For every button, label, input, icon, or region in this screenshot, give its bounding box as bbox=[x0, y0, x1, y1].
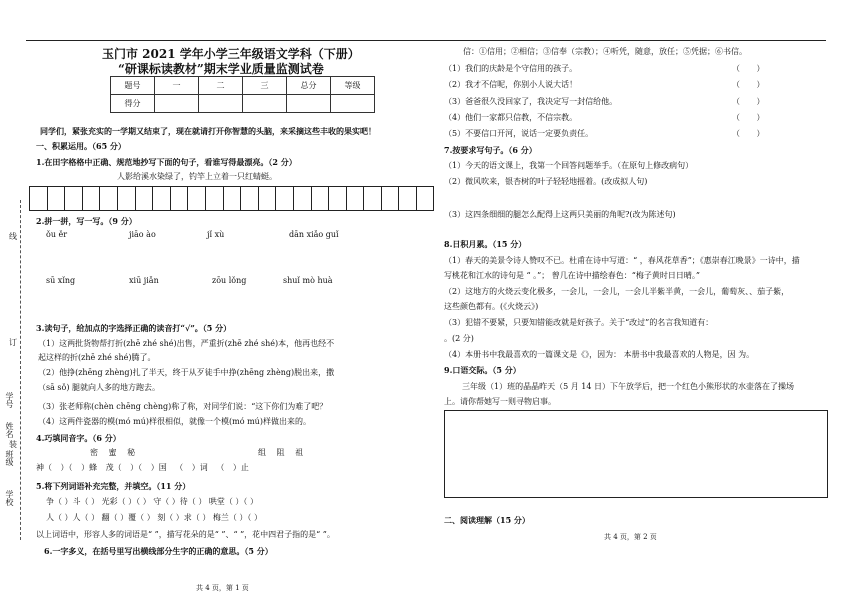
q6-item: （3）爸爸很久没回家了，我决定写一封信给他。 bbox=[444, 97, 618, 106]
margin-char-zhuang: 装 bbox=[9, 440, 17, 449]
q3-title: 3.读句子，给加点的字选择正确的读音打“√”。（5 分） bbox=[36, 323, 232, 333]
margin-char-ding: 订 bbox=[9, 338, 17, 347]
pinyin-item: xiū jiǎn bbox=[129, 276, 159, 285]
q9-text: 上。请你帮她写一则寻物启事。 bbox=[444, 397, 556, 406]
pinyin-item: zōu lǒng bbox=[212, 276, 247, 285]
q4-line: 神（ ）（ ）蜂 茂（ ）（ ）国 （ ）词 （ ）止 bbox=[36, 463, 249, 472]
pinyin-item: shuǐ mò huà bbox=[283, 276, 333, 285]
q4-title: 4.巧填同音字。（6 分） bbox=[36, 433, 121, 443]
q8-line: （2）这地方的火烧云变化极多，一会儿，一会儿，一会儿半紫半黄，一会儿，葡萄灰、、茄子紫， bbox=[444, 287, 790, 296]
q6-answer-paren[interactable]: （ ） bbox=[732, 129, 765, 138]
q5-line: 人（ ）人（ ） 翻（ ）覆（ ） 刻（ ）求（ ） 梅兰（ ）（ ） bbox=[46, 513, 262, 522]
q7-title: 7.按要求写句子。（6 分） bbox=[444, 145, 537, 155]
q8-line: （3）犯错不要紧，只要知错能改就是好孩子。关于“改过”的名言我知道有： bbox=[444, 318, 714, 327]
score-header-cell: 一 bbox=[155, 77, 199, 95]
exam-title-line2: “研课标读教材”期末学业质量监测试卷 bbox=[118, 62, 324, 76]
q6-options: 信：①信用；②相信；③信奉（宗教）；④听凭，随意，放任；⑤凭据；⑥书信。 bbox=[463, 47, 747, 56]
q8-line: 。(2 分) bbox=[444, 334, 474, 343]
q4-words-top: 密 蜜 秘 bbox=[90, 448, 136, 457]
q3-line: （sā sǒ) 腿就向人多的地方跑去。 bbox=[38, 383, 161, 392]
score-header-cell: 等级 bbox=[331, 77, 375, 95]
q5-line: 以上词语中，形容人多的词语是“ ”，描写花朵的是“ ”、“ ”，花中四君子指的是“ ”。 bbox=[36, 530, 335, 539]
q9-answer-box[interactable] bbox=[444, 410, 828, 498]
intro-text: 同学们，紧张充实的一学期又结束了，现在就请打开你智慧的头脑，来采摘这些丰收的果实吧！ bbox=[40, 126, 376, 136]
q6-answer-paren[interactable]: （ ） bbox=[732, 113, 765, 122]
margin-field-class: 班级 bbox=[5, 450, 14, 466]
q8-title: 8.日积月累。（15 分） bbox=[444, 239, 527, 249]
exam-title-line1: 玉门市 2021 学年小学三年级语文学科（下册） bbox=[102, 47, 360, 61]
section1-heading: 一、积累运用。（65 分） bbox=[36, 141, 126, 151]
q9-text: 三年级（1）班的晶晶昨天（5 月 14 日）下午放学后，把一个红色小熊形状的水壶落在了操场 bbox=[462, 382, 794, 391]
q3-line: （3）张老师称(chèn chēng chèng)称了称，对同学们说：“这下你们为难了吧？ bbox=[38, 402, 328, 411]
margin-field-name: 姓名 bbox=[5, 422, 14, 438]
score-header-cell: 三 bbox=[243, 77, 287, 95]
pinyin-item: jǐ xù bbox=[207, 230, 225, 239]
margin-char-xian: 线 bbox=[9, 232, 17, 241]
writing-grid[interactable] bbox=[29, 186, 434, 211]
q7-item: （3）这四条细细的腿怎么配得上这两只美丽的角呢?(改为陈述句) bbox=[444, 210, 676, 219]
q1-title: 1.在田字格格中正确、规范地抄写下面的句子，看谁写得最漂亮。（2 分） bbox=[36, 157, 297, 167]
q1-sentence: 人影给溪水染绿了，钓竿上立着一只红蜻蜓。 bbox=[117, 172, 277, 181]
q8-line: 这些颜色都有。(《火烧云》) bbox=[444, 302, 539, 311]
pinyin-item: jiāo ào bbox=[129, 230, 156, 239]
q3-line: （4）这两件瓷器的模(mó mú)样很相似，就像一个模(mó mú)样做出来的。 bbox=[38, 417, 311, 426]
q8-line: （4）本册书中我最喜欢的一篇课文是《》，因为： 本册书中我最喜欢的人物是，因 为。 bbox=[444, 350, 755, 359]
q6-answer-paren[interactable]: （ ） bbox=[732, 97, 765, 106]
score-label-cell: 得分 bbox=[111, 95, 155, 113]
binding-line bbox=[20, 200, 21, 540]
footer-left: 共 4 页，第 1 页 bbox=[196, 584, 249, 592]
q6-item: （4）他们一家都只信教，不信宗教。 bbox=[444, 113, 578, 122]
footer-right: 共 4 页，第 2 页 bbox=[604, 533, 657, 541]
q8-line: （1）春天的美景令诗人赞叹不已。杜甫在诗中写道：“ ，春风花草香”；《惠崇春江晚景》一诗中，描 bbox=[444, 256, 800, 265]
q9-title: 9.口语交际。（5 分） bbox=[444, 365, 521, 375]
section2-heading: 二、阅读理解（15 分） bbox=[444, 515, 530, 525]
q6-title: 6.一字多义，在括号里写出横线部分生字的正确的意思。（5 分） bbox=[44, 546, 273, 556]
q3-line: （1）这两批货物帮打折(zhē zhé shé)出售，严重折(zhē zhé shé)本，他再也经不 bbox=[38, 339, 335, 348]
pinyin-item: dān xiǎo guǐ bbox=[289, 230, 339, 239]
q5-title: 5.将下列词语补充完整，并填空。（11 分） bbox=[36, 481, 191, 491]
q3-line: 起这样的折(zhē zhé shé)腾了。 bbox=[38, 353, 156, 362]
score-input-cell[interactable] bbox=[243, 95, 287, 113]
q6-item: （5）不要信口开河，说话一定要负责任。 bbox=[444, 129, 594, 138]
q7-item: （1）今天的语文课上，我第一个回答问题举手。（在原句上修改病句） bbox=[444, 161, 694, 170]
pinyin-item: ǒu ěr bbox=[46, 230, 68, 239]
score-input-cell[interactable] bbox=[155, 95, 199, 113]
score-table bbox=[110, 76, 375, 113]
score-header-cell: 总分 bbox=[287, 77, 331, 95]
top-rule bbox=[26, 40, 826, 41]
score-input-cell[interactable] bbox=[199, 95, 243, 113]
q5-line: 争（ ）斗（ ） 光彩（ ）（ ） 守（ ）待（ ） 哄堂（ ）（ ） bbox=[46, 497, 258, 506]
pinyin-item: sū xǐng bbox=[46, 276, 76, 285]
score-input-cell[interactable] bbox=[287, 95, 331, 113]
margin-field-student-id: 学号 bbox=[5, 392, 14, 408]
q4-words-top2: 组 阻 祖 bbox=[258, 448, 304, 457]
q6-item: （2）我才不信呢，你别小人说大话！ bbox=[444, 80, 578, 89]
q6-answer-paren[interactable]: （ ） bbox=[732, 80, 765, 89]
q6-answer-paren[interactable]: （ ） bbox=[732, 64, 765, 73]
q8-line: 写桃花和江水的诗句是 “ 。”； 曾几在诗中描绘春色：“梅子黄时日日晴。” bbox=[444, 271, 700, 280]
q3-line: （2）他挣(zhēng zhèng)扎了半天，终于从歹徒手中挣(zhēng zhèng)脱出来，撒 bbox=[38, 368, 335, 377]
q2-title: 2.拼一拼，写一写。（9 分） bbox=[36, 216, 137, 226]
margin-field-school: 学校 bbox=[5, 490, 14, 506]
q7-item: （2）微风吹来，银杏树的叶子轻轻地摇着。(改成拟人句) bbox=[444, 177, 648, 186]
score-header-cell: 二 bbox=[199, 77, 243, 95]
score-header-cell: 题号 bbox=[111, 77, 155, 95]
q6-item: （1）我们的庆龄是个守信用的孩子。 bbox=[444, 64, 578, 73]
score-input-cell[interactable] bbox=[331, 95, 375, 113]
